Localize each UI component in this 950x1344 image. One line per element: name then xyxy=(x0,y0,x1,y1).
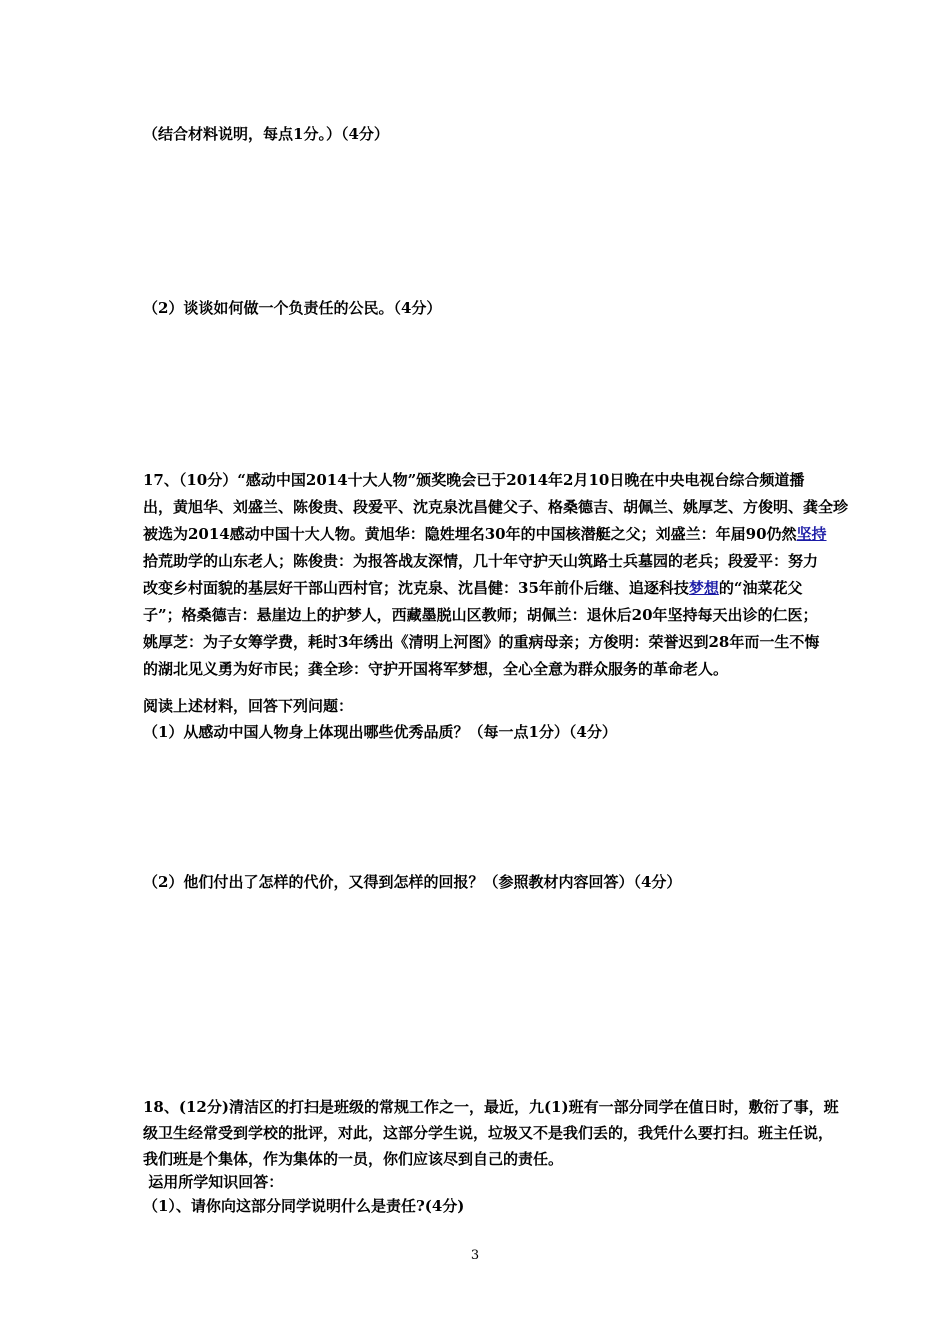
link-mengxiang[interactable]: 梦想 xyxy=(688,579,719,597)
q17-line-7: 姚厚芝：为子女筹学费，耗时3年绣出《清明上河图》的重病母亲；方俊明：荣誉迟到28年而一生不悔 xyxy=(143,633,820,651)
q17-line-3 xyxy=(143,521,888,548)
q17-line-3-text: 被选为2014感动中国十大人物。黄旭华：隐姓埋名30年的中国核潜艇之父；刘盛兰：年届90仍然 xyxy=(143,525,797,543)
q18-sub1-question: （1）、请你向这部分同学说明什么是责任?(4分) xyxy=(143,1197,465,1215)
q17-material xyxy=(143,467,888,683)
q17-line-8: 的湖北见义勇为好市民；龚全珍：守护开国将军梦想，全心全意为群众服务的革命老人。 xyxy=(143,660,729,678)
q17-line-5 xyxy=(143,575,888,602)
q16-sub2-question: （2）谈谈如何做一个负责任的公民。（4分） xyxy=(143,299,442,317)
q17-sub2-question: （2）他们付出了怎样的代价，又得到怎样的回报？（参照教材内容回答）（4分） xyxy=(143,873,682,891)
q17-line-5a: 改变乡村面貌的基层好干部山西村官；沈克泉、沈昌健：35年前仆后继、追逐科技 xyxy=(143,579,689,597)
link-jianchi[interactable]: 坚持 xyxy=(796,525,827,543)
page-number: 3 xyxy=(470,1248,480,1263)
q17-sub1-question: （1）从感动中国人物身上体现出哪些优秀品质？（每一点1分）（4分） xyxy=(143,723,617,741)
q18-line-1: 18、(12分)清洁区的打扫是班级的常规工作之一，最近，九(1)班有一部分同学在值日时，敷衍了事，班 xyxy=(143,1098,839,1116)
q18-line-2: 级卫生经常受到学校的批评，对此，这部分学生说，垃圾又不是我们丢的，我凭什么要打扫。班主任说， xyxy=(143,1124,834,1142)
q18-apply-prompt: 运用所学知识回答： xyxy=(143,1173,284,1191)
q17-read-prompt: 阅读上述材料，回答下列问题： xyxy=(143,697,354,715)
q16-note: （结合材料说明，每点1分。）（4分） xyxy=(143,125,389,143)
q17-line-2: 出，黄旭华、刘盛兰、陈俊贵、段爱平、沈克泉沈昌健父子、格桑德吉、胡佩兰、姚厚芝、方俊明、龚全珍 xyxy=(143,498,849,516)
q17-line-5b: 的“油菜花父 xyxy=(718,579,803,597)
q17-line-4: 拾荒助学的山东老人；陈俊贵：为报答战友深情，几十年守护天山筑路士兵墓园的老兵；段爱平：努力 xyxy=(143,552,819,570)
q18-material xyxy=(143,1094,888,1172)
q18-line-3: 我们班是个集体，作为集体的一员，你们应该尽到自己的责任。 xyxy=(143,1150,564,1168)
q17-line-1: 17、（10分）“感动中国2014十大人物”颁奖晚会已于2014年2月10日晚在中央电视台综合频道播 xyxy=(143,471,805,489)
q17-line-6: 子”；格桑德吉：悬崖边上的护梦人，西藏墨脱山区教师；胡佩兰：退休后20年坚持每天出诊的仁医； xyxy=(143,606,818,624)
